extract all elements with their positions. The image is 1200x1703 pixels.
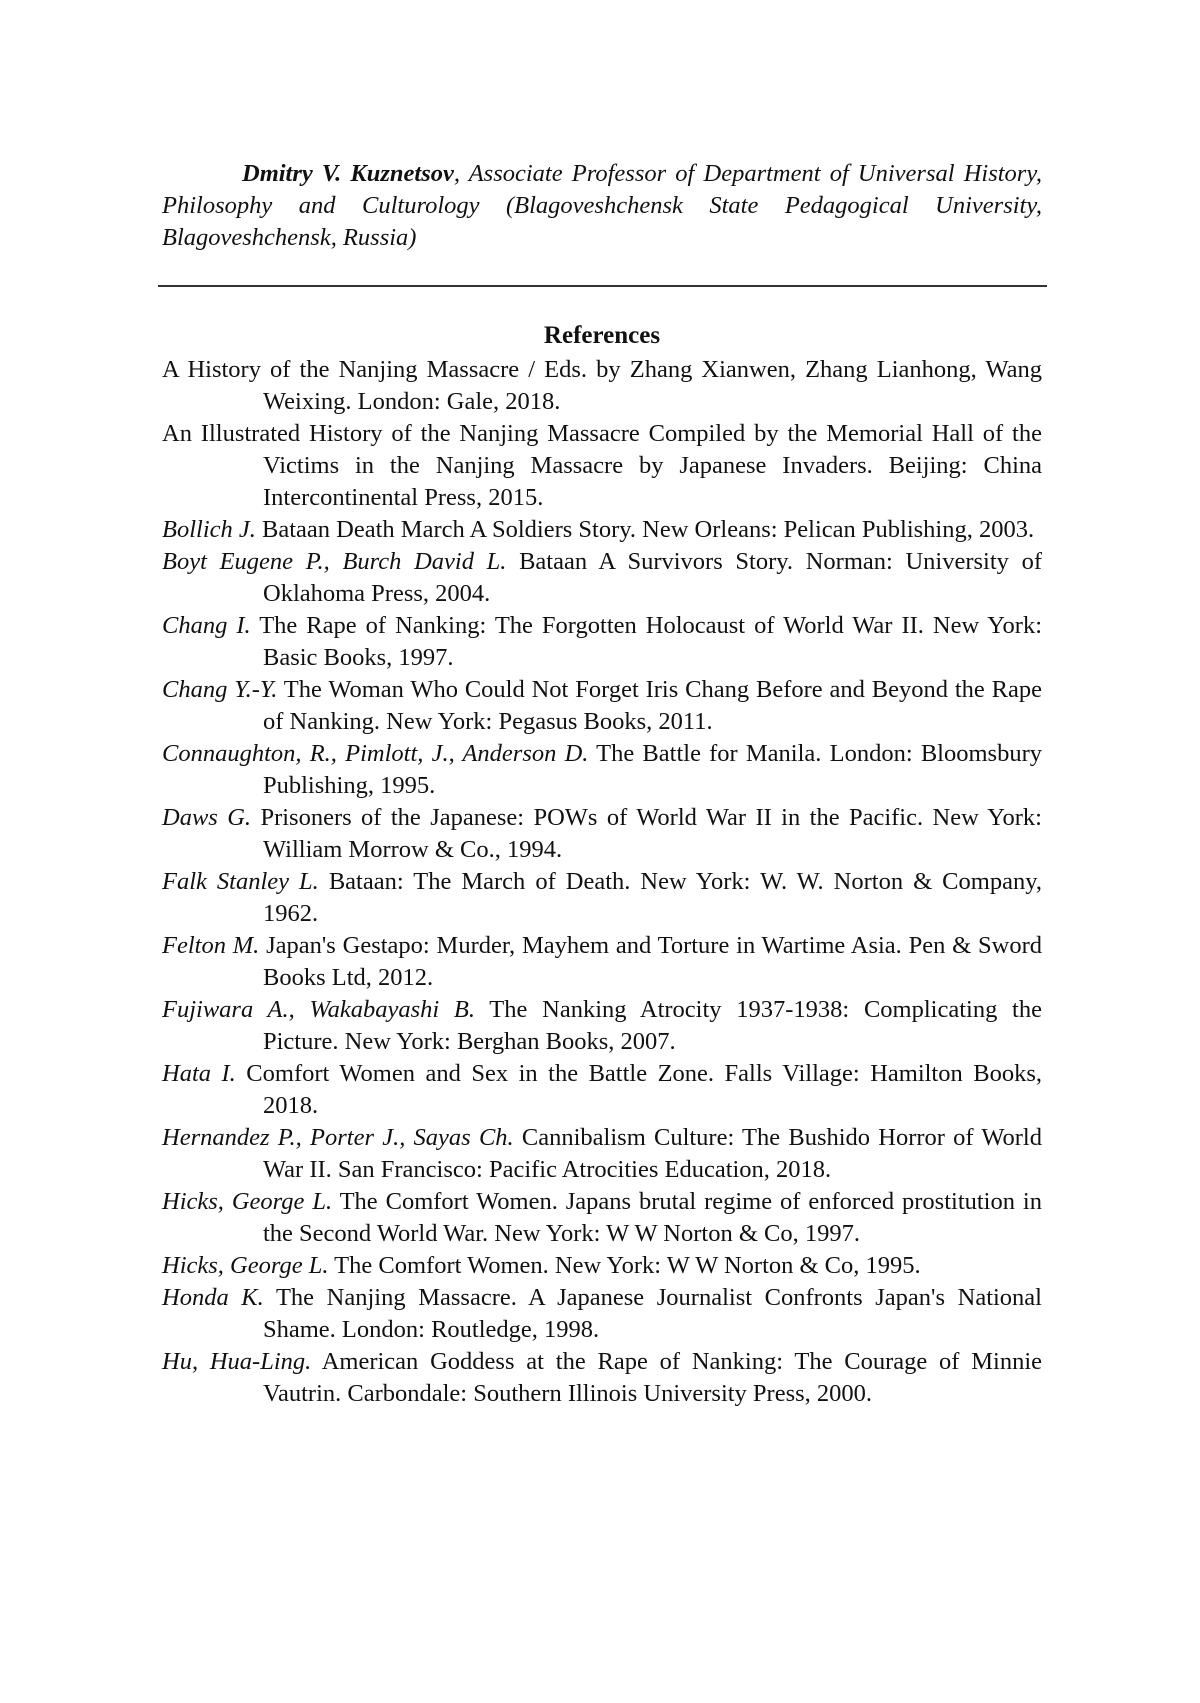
reference-authors: Falk Stanley L. [162, 868, 319, 895]
reference-item [162, 1346, 1042, 1410]
references-heading: References [543, 322, 661, 349]
reference-text: Cannibalism Culture: The Bushido Horror of World War II. San Francisco: Pacific Atrocities Education, 2018. [263, 1124, 1042, 1183]
reference-item [162, 1122, 1042, 1186]
reference-text: Bataan A Survivors Story. Norman: University of Oklahoma Press, 2004. [263, 548, 1042, 607]
reference-text: Japan's Gestapo: Murder, Mayhem and Torture in Wartime Asia. Pen & Sword Books Ltd, 2012. [259, 932, 1042, 991]
reference-item [162, 514, 1042, 546]
reference-item [162, 418, 1042, 514]
reference-text: Prisoners of the Japanese: POWs of World War II in the Pacific. New York: William Morrow & Co., 1994. [251, 804, 1042, 863]
author-name: Dmitry V. Kuznetsov [242, 160, 454, 187]
reference-authors: Honda K. [162, 1284, 264, 1311]
reference-item [162, 1186, 1042, 1250]
reference-item [162, 1058, 1042, 1122]
section-divider [158, 285, 1047, 287]
reference-item [162, 674, 1042, 738]
reference-authors: Boyt Eugene P., Burch David L. [162, 548, 507, 575]
reference-item [162, 610, 1042, 674]
reference-text: Bataan Death March A Soldiers Story. New Orleans: Pelican Publishing, 2003. [255, 516, 1035, 543]
author-bio [162, 158, 1042, 254]
reference-text: The Woman Who Could Not Forget Iris Chang Before and Beyond the Rape of Nanking. New York: Pegasus Books, 2011. [263, 676, 1042, 735]
references-list [162, 354, 1042, 1410]
reference-item [162, 994, 1042, 1058]
reference-item [162, 738, 1042, 802]
reference-text: The Battle for Manila. London: Bloomsbury Publishing, 1995. [263, 740, 1042, 799]
reference-authors: Fujiwara A., Wakabayashi B. [162, 996, 476, 1023]
reference-authors: Bollich J. [162, 516, 256, 543]
reference-authors: Felton M. [162, 932, 260, 959]
reference-text: The Comfort Women. New York: W W Norton & Co, 1995. [328, 1252, 921, 1279]
document-page [162, 158, 1042, 1407]
reference-item [162, 1282, 1042, 1346]
reference-authors: Hu, Hua-Ling. [162, 1348, 312, 1375]
reference-text: Comfort Women and Sex in the Battle Zone. Falls Village: Hamilton Books, 2018. [235, 1060, 1042, 1119]
reference-authors: Hicks, George L. [162, 1252, 329, 1279]
reference-authors: Chang Y.-Y. [162, 676, 278, 703]
reference-authors: Connaughton, R., Pimlott, J., Anderson D. [162, 740, 589, 767]
reference-authors: Hernandez P., Porter J., Sayas Ch. [162, 1124, 514, 1151]
reference-text: The Comfort Women. Japans brutal regime of enforced prostitution in the Second World War. New York: W W Norton & Co, 1997. [263, 1188, 1042, 1247]
reference-text: American Goddess at the Rape of Nanking: The Courage of Minnie Vautrin. Carbondale: Southern Illinois University Press, 2000. [263, 1348, 1042, 1407]
reference-text: The Nanjing Massacre. A Japanese Journalist Confronts Japan's National Shame. London: Routledge, 1998. [263, 1284, 1042, 1343]
reference-text: An Illustrated History of the Nanjing Massacre Compiled by the Memorial Hall of the Victims in the Nanjing Massacre by Japanese Invaders. Beijing: China Intercontinental Press, 2015. [162, 420, 1042, 511]
reference-authors: Chang I. [162, 612, 251, 639]
reference-authors: Hicks, George L. [162, 1188, 333, 1215]
reference-text: A History of the Nanjing Massacre / Eds. by Zhang Xianwen, Zhang Lianhong, Wang Weixing. London: Gale, 2018. [162, 356, 1042, 415]
reference-authors: Daws G. [162, 804, 252, 831]
reference-text: The Rape of Nanking: The Forgotten Holocaust of World War II. New York: Basic Books, 1997. [250, 612, 1042, 671]
reference-item [162, 1250, 1042, 1282]
reference-item [162, 354, 1042, 418]
reference-item [162, 930, 1042, 994]
author-affiliation: , Associate Professor of Department of Universal History, Philosophy and Culturology (Blagoveshchensk State Pedagogical University, Blagoveshchensk, Russia) [162, 160, 1042, 251]
reference-authors: Hata I. [162, 1060, 236, 1087]
reference-text: The Nanking Atrocity 1937-1938: Complicating the Picture. New York: Berghan Books, 2007. [263, 996, 1042, 1055]
reference-item [162, 546, 1042, 610]
reference-item [162, 802, 1042, 866]
reference-text: Bataan: The March of Death. New York: W. W. Norton & Company, 1962. [263, 868, 1042, 927]
reference-item [162, 866, 1042, 930]
